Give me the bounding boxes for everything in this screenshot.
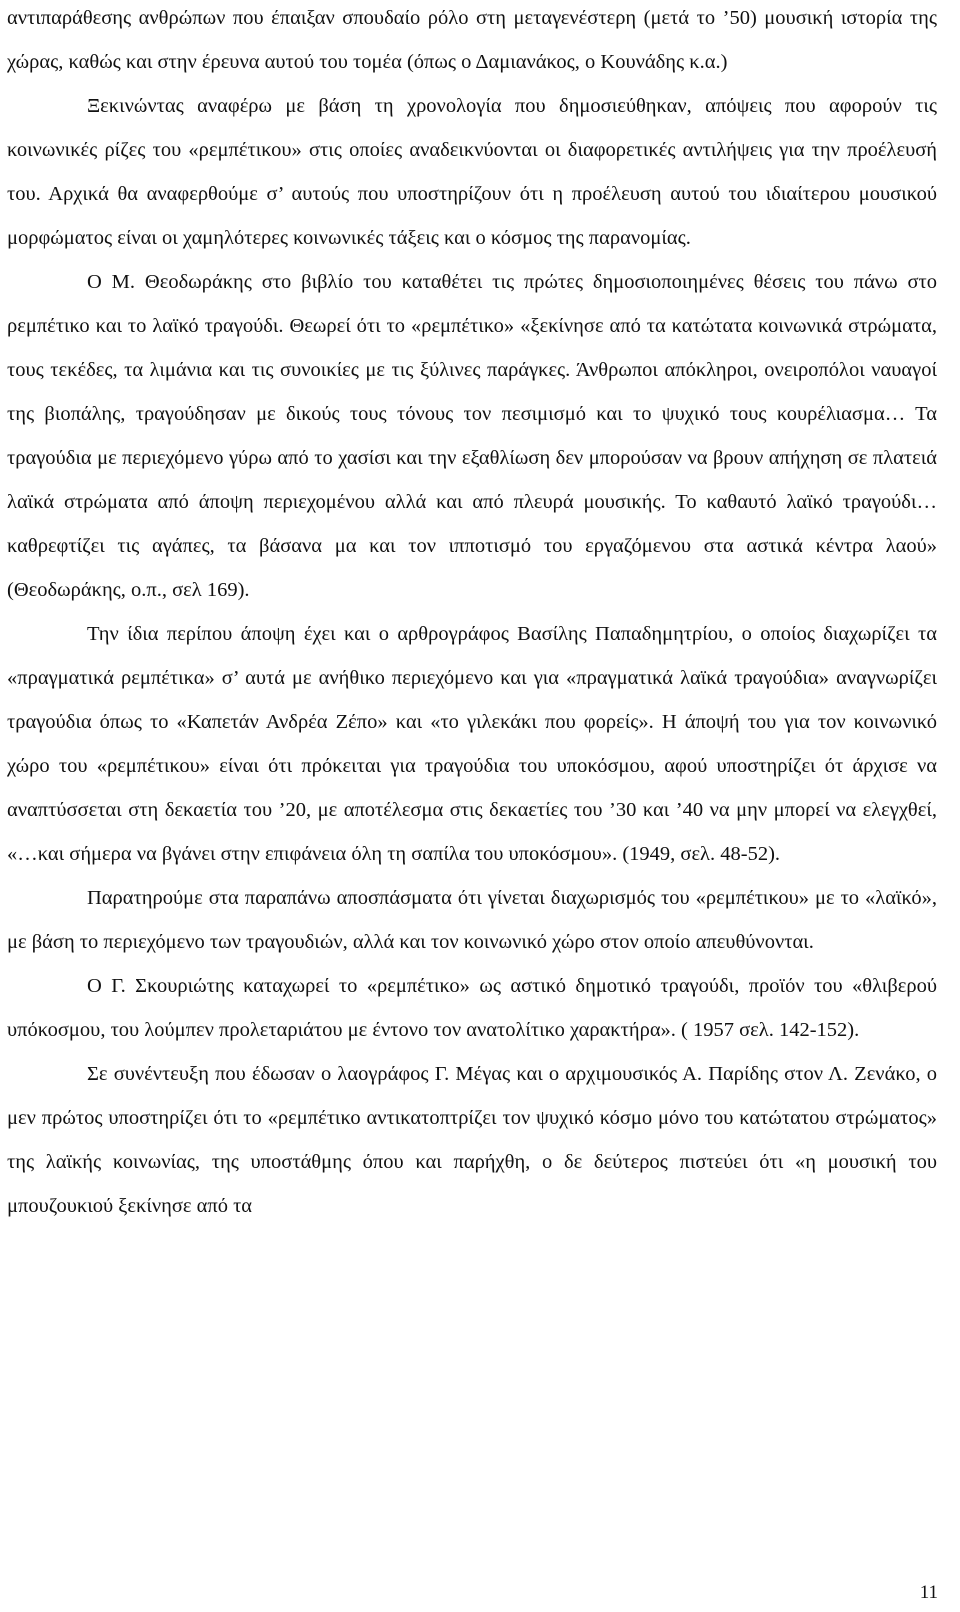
paragraph-observation: Παρατηρούμε στα παραπάνω αποσπάσματα ότι γίνεται διαχωρισμός του «ρεμπέτικου» με το «λαϊκό», με βάση το περιεχόμενο των τραγουδιών, αλλά και τον κοινωνικό χώρο στον οποίο απευθύνονται.	[7, 887, 937, 953]
paragraph-continuation: αντιπαράθεσης ανθρώπων που έπαιξαν σπουδαίο ρόλο στη μεταγενέστερη (μετά το ’50) μουσική ιστορία της χώρας, καθώς και στην έρευνα αυτού του τομέα (όπως ο Δαμιανάκος, ο Κουνάδης κ.α.)	[7, 7, 937, 73]
page-number: 11	[919, 1582, 938, 1603]
paragraph-papadimitriou: Την ίδια περίπου άποψη έχει και ο αρθρογράφος Βασίλης Παπαδημητρίου, ο οποίος διαχωρίζει τα «πραγματικά ρεμπέτικα» σ’ αυτά με ανήθικο περιεχόμενο και για «πραγματικά λαϊκά τραγούδια» αναγνωρίζει τραγούδια όπως το «Καπετάν Ανδρέα Ζέπο» και «το γιλεκάκι που φορείς». Η άποψή του για τον κοινωνικό χώρο του «ρεμπέτικου» είναι ότι πρόκειται για τραγούδια του υποκόσμου, αφού υποστηρίζει ότ άρχισε να αναπτύσσεται στη δεκαετία του ’20, με αποτέλεσμα στις δεκαετίες του ’30 και ’40 να μην μπορεί να ελεγχθεί, «…και σήμερα να βγάνει στην επιφάνεια όλη τη σαπίλα του υποκόσμου». (1949, σελ. 48-52).	[7, 623, 937, 865]
paragraph-interview: Σε συνέντευξη που έδωσαν ο λαογράφος Γ. Μέγας και ο αρχιμουσικός Α. Παρίδης στον Λ. Ζενάκο, ο μεν πρώτος υποστηρίζει ότι το «ρεμπέτικο αντικατοπτρίζει τον ψυχικό κόσμο μόνο του κατώτατου στρώματος» της λαϊκής κοινωνίας, της υποστάθμης όπου και παρήχθη, ο δε δεύτερος πιστεύει ότι «η μουσική του μπουζουκιού ξεκίνησε από τα	[7, 1063, 937, 1217]
paragraph-skouriotis: Ο Γ. Σκουριώτης καταχωρεί το «ρεμπέτικο» ως αστικό δημοτικό τραγούδι, προϊόν του «θλιβερού υπόκοσμου, του λούμπεν προλεταριάτου με έντονο τον ανατολίτικο χαρακτήρα». ( 1957 σελ. 142-152).	[7, 975, 937, 1041]
document-page	[7, 0, 937, 1228]
paragraph-introduction: Ξεκινώντας αναφέρω με βάση τη χρονολογία που δημοσιεύθηκαν, απόψεις που αφορούν τις κοινωνικές ρίζες του «ρεμπέτικου» στις οποίες αναδεικνύονται οι διαφορετικές αντιλήψεις για την προέλευσή του. Αρχικά θα αναφερθούμε σ’ αυτούς που υποστηρίζουν ότι η προέλευση αυτού του ιδιαίτερου μουσικού μορφώματος είναι οι χαμηλότερες κοινωνικές τάξεις και ο κόσμος της παρανομίας.	[7, 95, 937, 249]
paragraph-theodorakis: Ο Μ. Θεοδωράκης στο βιβλίο του καταθέτει τις πρώτες δημοσιοποιημένες θέσεις του πάνω στο ρεμπέτικο και το λαϊκό τραγούδι. Θεωρεί ότι το «ρεμπέτικο» «ξεκίνησε από τα κατώτατα κοινωνικά στρώματα, τους τεκέδες, τα λιμάνια και τις συνοικίες με τις ξύλινες παράγκες. Άνθρωποι απόκληροι, ονειροπόλοι ναυαγοί της βιοπάλης, τραγούδησαν με δικούς τους τόνους τον πεσιμισμό και το ψυχικό τους κουρέλιασμα… Τα τραγούδια με περιεχόμενο γύρω από το χασίσι και την εξαθλίωση δεν μπορούσαν να βρουν απήχηση σε πλατειά λαϊκά στρώματα από άποψη περιεχομένου αλλά και από πλευρά μουσικής. Το καθαυτό λαϊκό τραγούδι…καθρεφτίζει τις αγάπες, τα βάσανα μα και τον ιπποτισμό του εργαζόμενου στα αστικά κέντρα λαού» (Θεοδωράκης, ο.π., σελ 169).	[7, 271, 937, 601]
